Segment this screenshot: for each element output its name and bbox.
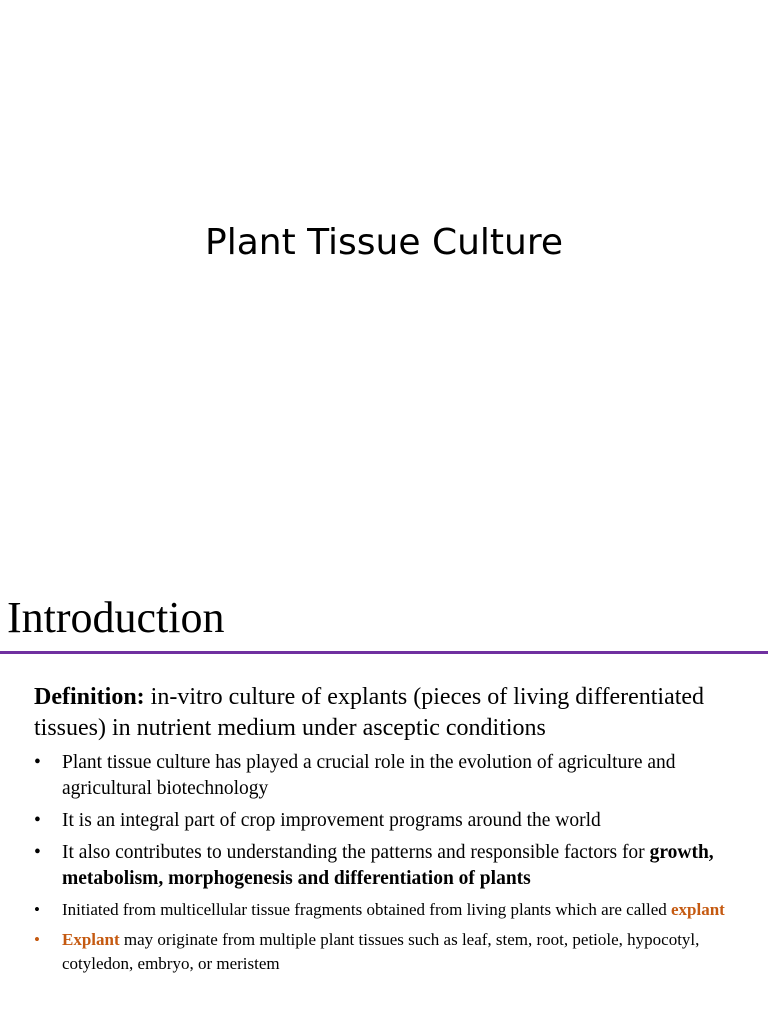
bullet-icon: • — [34, 810, 41, 831]
list-item — [34, 750, 734, 802]
bullet-text: Plant tissue culture has played a crucial role in the evolution of agriculture and agricultural biotechnology — [62, 752, 676, 799]
bullet-icon: • — [34, 900, 40, 919]
definition-label: Definition: — [34, 684, 145, 710]
bullet-text: may originate from multiple plant tissues such as leaf, stem, root, petiole, hypocotyl, cotyledon, embryo, or meristem — [62, 930, 700, 973]
bullet-icon: • — [34, 930, 40, 949]
section-title: Introduction — [7, 593, 225, 642]
list-item — [34, 840, 734, 892]
list-item — [34, 898, 734, 922]
introduction-slide — [0, 576, 768, 1024]
bullet-text: It is an integral part of crop improvement programs around the world — [62, 810, 601, 831]
slide-body — [34, 682, 734, 982]
slide-title: Plant Tissue Culture — [205, 222, 563, 263]
definition-text: in-vitro culture of explants (pieces of living differentiated tissues) in nutrient medium under asceptic conditions — [34, 684, 705, 741]
bullet-highlight: Explant — [62, 930, 120, 949]
bullet-highlight: explant — [671, 900, 725, 919]
bullet-icon: • — [34, 842, 41, 863]
bullet-icon: • — [34, 752, 41, 773]
bullet-bold-text: growth, metabolism, morphogenesis and differentiation of plants — [62, 842, 714, 889]
title-divider — [0, 651, 768, 654]
definition-paragraph — [34, 682, 734, 744]
bullet-list — [34, 750, 734, 976]
list-item — [34, 928, 734, 976]
list-item — [34, 808, 734, 834]
bullet-text: It also contributes to understanding the patterns and responsible factors for — [62, 842, 650, 863]
bullet-text: Initiated from multicellular tissue fragments obtained from living plants which are called — [62, 900, 671, 919]
